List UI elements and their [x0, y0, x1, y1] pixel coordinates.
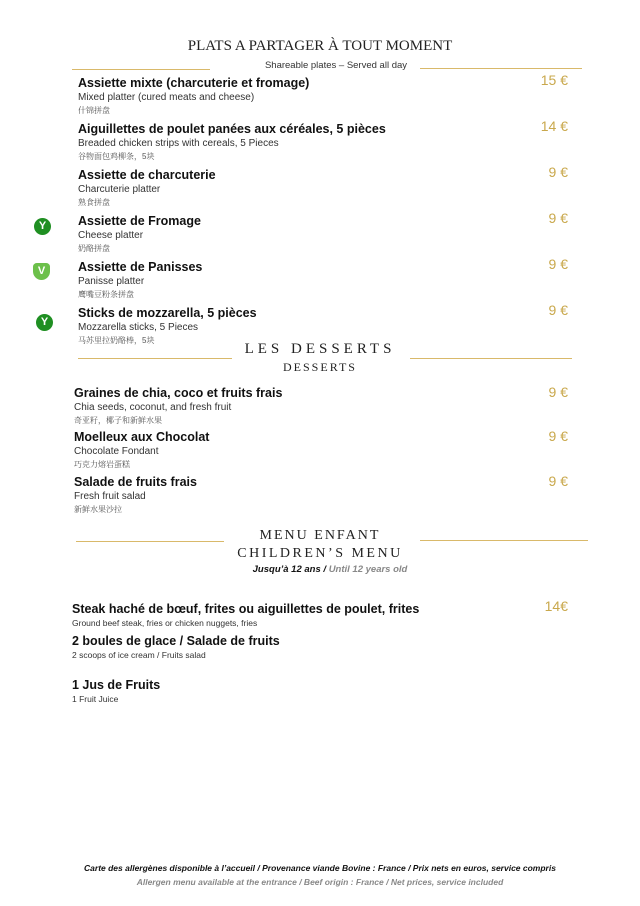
- divider: [76, 541, 224, 542]
- item-price: 9 €: [548, 256, 568, 272]
- footer-en: Allergen menu available at the entrance / Beef origin : France / Net prices, service included: [136, 877, 504, 887]
- item-name-en: 2 scoops of ice cream / Fruits salad: [72, 650, 206, 660]
- desserts-title: LES DESSERTS: [244, 341, 396, 357]
- item-name-en: Chia seeds, coconut, and fresh fruit: [74, 402, 232, 413]
- item-price: 9 €: [548, 473, 568, 489]
- menu-item: [74, 386, 282, 426]
- item-price: 9 €: [548, 164, 568, 180]
- vegan-icon: V: [33, 263, 50, 280]
- menu-item: [74, 430, 209, 470]
- item-name-en: Breaded chicken strips with cereals, 5 Pieces: [78, 138, 279, 149]
- item-name-fr: Salade de fruits frais: [74, 475, 197, 489]
- vegetarian-icon: Y: [36, 314, 53, 331]
- item-name-en: Mozzarella sticks, 5 Pieces: [78, 322, 199, 333]
- item-name-en: Ground beef steak, fries or chicken nuggets, fries: [72, 618, 258, 628]
- sharing-title: PLATS A PARTAGER À TOUT MOMENT: [187, 38, 453, 54]
- divider: [78, 358, 232, 359]
- item-price: 9 €: [548, 210, 568, 226]
- age-limit-fr: Jusqu’à 12 ans /: [252, 564, 327, 575]
- age-limit: [0, 564, 640, 575]
- item-name-zh: 奇亚籽，椰子和新鲜水果: [74, 416, 162, 425]
- menu-item: [78, 260, 202, 300]
- kids-subtitle: CHILDREN’S MENU: [237, 546, 403, 561]
- item-name-fr: Assiette mixte (charcuterie et fromage): [78, 76, 310, 90]
- divider: [410, 358, 572, 359]
- item-price: 14 €: [540, 118, 568, 134]
- item-name-zh: 什锦拼盘: [78, 106, 110, 115]
- menu-item: [78, 306, 257, 346]
- item-price: 15 €: [540, 72, 568, 88]
- kids-title: MENU ENFANT: [259, 528, 381, 543]
- menu-item: [72, 634, 280, 661]
- item-name-fr: 1 Jus de Fruits: [72, 678, 161, 692]
- item-name-en: Panisse platter: [78, 276, 145, 287]
- sharing-subtitle: Shareable plates – Served all day: [264, 60, 408, 71]
- menu-item: [78, 76, 309, 116]
- item-name-en: Fresh fruit salad: [74, 491, 146, 502]
- item-name-fr: 2 boules de glace / Salade de fruits: [72, 634, 280, 648]
- vegetarian-icon: Y: [34, 218, 51, 235]
- item-name-zh: 新鲜水果沙拉: [74, 505, 122, 514]
- item-name-fr: Aiguillettes de poulet panées aux céréales, 5 pièces: [78, 122, 386, 136]
- menu-item: [78, 168, 216, 208]
- item-price: 9 €: [548, 302, 568, 318]
- item-name-fr: Sticks de mozzarella, 5 pièces: [78, 306, 257, 320]
- item-name-fr: Assiette de Fromage: [78, 214, 201, 228]
- item-price: 9 €: [548, 428, 568, 444]
- item-name-en: Mixed platter (cured meats and cheese): [78, 92, 255, 103]
- age-limit-en: Until 12 years old: [328, 564, 408, 575]
- item-name-en: 1 Fruit Juice: [72, 694, 119, 704]
- item-name-en: Cheese platter: [78, 230, 144, 241]
- menu-item: [72, 602, 419, 629]
- item-name-en: Charcuterie platter: [78, 184, 161, 195]
- divider: [420, 540, 588, 541]
- item-name-zh: 巧克力熔岩蛋糕: [74, 460, 130, 469]
- menu-item: [74, 475, 197, 515]
- menu-item: [78, 214, 201, 254]
- item-name-fr: Assiette de charcuterie: [78, 168, 216, 182]
- item-name-fr: Graines de chia, coco et fruits frais: [74, 386, 283, 400]
- item-name-fr: Moelleux aux Chocolat: [74, 430, 210, 444]
- item-name-zh: 奶酪拼盘: [78, 244, 110, 253]
- footer-fr: Carte des allergènes disponible à l’accueil / Provenance viande Bovine : France / Prix nets en euros, service compris: [84, 863, 556, 873]
- item-name-zh: 马苏里拉奶酪棒，5块: [78, 336, 155, 345]
- item-name-en: Chocolate Fondant: [74, 446, 159, 457]
- menu-item: [78, 122, 386, 162]
- menu-item: [72, 678, 160, 705]
- item-name-zh: 鹰嘴豆粉条拼盘: [78, 290, 134, 299]
- kids-menu-price: 14€: [544, 598, 568, 614]
- item-name-zh: 谷物面包鸡柳条，5块: [78, 152, 155, 161]
- item-name-fr: Steak haché de bœuf, frites ou aiguillettes de poulet, frites: [72, 602, 420, 616]
- desserts-subtitle: DESSERTS: [283, 360, 357, 374]
- item-name-fr: Assiette de Panisses: [78, 260, 203, 274]
- item-name-zh: 熟食拼盘: [78, 198, 110, 207]
- item-price: 9 €: [548, 384, 568, 400]
